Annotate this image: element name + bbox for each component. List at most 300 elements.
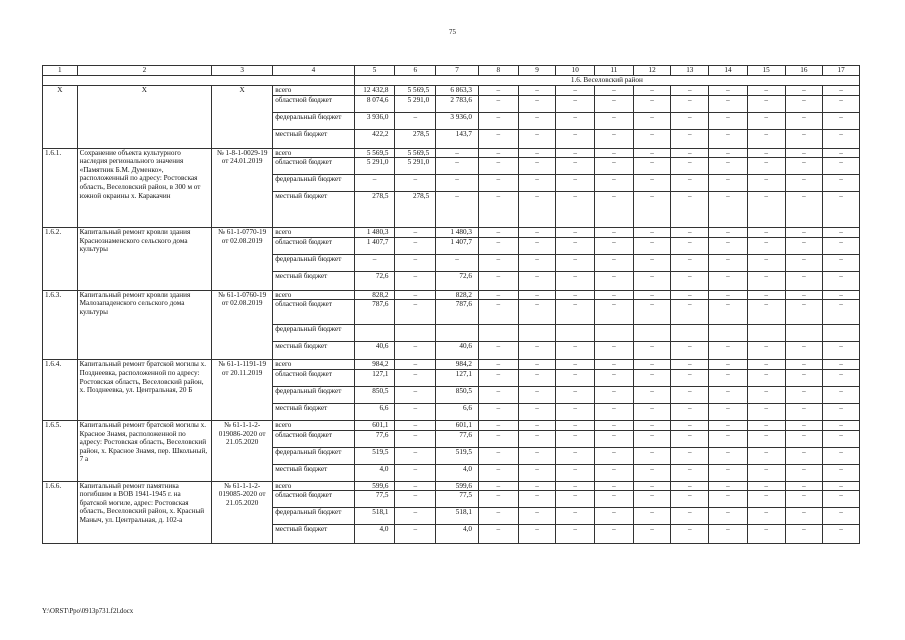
- value-empty: –: [671, 175, 709, 192]
- footer-file-path: Y:\ORST\Ppo\0913p731.f2l.docx: [42, 608, 134, 615]
- value-empty: –: [785, 369, 823, 386]
- value-empty: –: [478, 464, 518, 481]
- value-empty: [671, 325, 709, 342]
- value-empty: [478, 325, 518, 342]
- value-empty: –: [747, 464, 785, 481]
- value-empty: –: [785, 464, 823, 481]
- value-empty: –: [823, 300, 860, 325]
- value-empty: [823, 325, 860, 342]
- value-empty: –: [823, 237, 860, 254]
- value-empty: –: [478, 95, 518, 112]
- value-empty: [709, 325, 748, 342]
- value-empty: –: [671, 112, 709, 129]
- value-empty: –: [785, 525, 823, 544]
- item-document: Х: [212, 86, 273, 149]
- value-empty: –: [671, 420, 709, 430]
- value-empty: –: [823, 508, 860, 525]
- table-row: [43, 290, 860, 300]
- column-header: 6: [395, 66, 436, 76]
- value-empty: –: [518, 300, 556, 325]
- value-v5: 787,6: [354, 300, 395, 325]
- value-empty: –: [823, 360, 860, 370]
- value-empty: –: [478, 175, 518, 192]
- value-empty: –: [785, 386, 823, 403]
- section-spacer: [43, 76, 355, 86]
- item-document: № 61-1-0760-19 от 02.08.2019: [212, 290, 273, 360]
- value-empty: –: [785, 420, 823, 430]
- value-empty: –: [709, 254, 748, 271]
- value-empty: –: [709, 271, 748, 290]
- column-header: 4: [273, 66, 354, 76]
- value-empty: –: [595, 508, 634, 525]
- value-v6: –: [395, 228, 436, 238]
- value-v5: 599,6: [354, 481, 395, 491]
- value-v6: 278,5: [395, 192, 436, 228]
- item-document: № 1-8-1-0029-19 от 24.01.2019: [212, 148, 273, 228]
- page-number: 75: [449, 28, 456, 36]
- value-empty: –: [709, 481, 748, 491]
- item-number: 1.6.4.: [43, 360, 78, 421]
- value-empty: –: [518, 525, 556, 544]
- value-v6: –: [395, 430, 436, 447]
- funding-source: областной бюджет: [273, 369, 354, 386]
- value-v5: 4,0: [354, 525, 395, 544]
- value-empty: [518, 325, 556, 342]
- value-empty: [747, 325, 785, 342]
- value-empty: –: [823, 158, 860, 175]
- column-header: 11: [595, 66, 634, 76]
- value-empty: –: [671, 129, 709, 148]
- value-empty: –: [671, 369, 709, 386]
- value-v5: 518,1: [354, 508, 395, 525]
- value-empty: –: [595, 237, 634, 254]
- value-empty: –: [633, 129, 671, 148]
- value-v5: 5 291,0: [354, 158, 395, 175]
- column-header: 10: [556, 66, 595, 76]
- value-empty: [556, 325, 595, 342]
- value-empty: –: [747, 254, 785, 271]
- value-empty: –: [518, 447, 556, 464]
- value-v6: –: [395, 481, 436, 491]
- funding-source: федеральный бюджет: [273, 254, 354, 271]
- value-empty: –: [633, 290, 671, 300]
- value-empty: –: [785, 447, 823, 464]
- funding-source: федеральный бюджет: [273, 508, 354, 525]
- value-v5: 6,6: [354, 403, 395, 420]
- value-empty: –: [785, 290, 823, 300]
- value-empty: –: [671, 271, 709, 290]
- value-empty: –: [556, 481, 595, 491]
- value-v6: –: [395, 290, 436, 300]
- value-empty: –: [556, 386, 595, 403]
- value-empty: –: [709, 300, 748, 325]
- value-empty: –: [823, 491, 860, 508]
- value-empty: –: [556, 192, 595, 228]
- value-empty: –: [747, 228, 785, 238]
- funding-source: всего: [273, 481, 354, 491]
- value-empty: –: [556, 525, 595, 544]
- funding-source: местный бюджет: [273, 342, 354, 360]
- value-empty: –: [478, 369, 518, 386]
- value-v6: 5 291,0: [395, 158, 436, 175]
- value-empty: –: [556, 86, 595, 96]
- value-empty: –: [709, 525, 748, 544]
- value-empty: –: [823, 175, 860, 192]
- item-name: Х: [77, 86, 211, 149]
- funding-source: местный бюджет: [273, 464, 354, 481]
- value-empty: –: [478, 508, 518, 525]
- value-v6: –: [395, 403, 436, 420]
- value-v6: –: [395, 508, 436, 525]
- value-empty: –: [478, 481, 518, 491]
- item-number: 1.6.6.: [43, 481, 78, 544]
- value-v5: 601,1: [354, 420, 395, 430]
- value-v7: 127,1: [436, 369, 479, 386]
- value-v7: 2 783,6: [436, 95, 479, 112]
- value-empty: –: [478, 420, 518, 430]
- value-v7: 601,1: [436, 420, 479, 430]
- value-empty: –: [671, 95, 709, 112]
- value-empty: –: [671, 508, 709, 525]
- value-v5: 422,2: [354, 129, 395, 148]
- value-empty: –: [518, 403, 556, 420]
- value-v5: 77,5: [354, 491, 395, 508]
- value-v7: 3 936,0: [436, 112, 479, 129]
- value-empty: –: [823, 481, 860, 491]
- item-number: 1.6.3.: [43, 290, 78, 360]
- value-empty: –: [556, 148, 595, 158]
- value-empty: –: [747, 386, 785, 403]
- funding-source: всего: [273, 228, 354, 238]
- value-v7: 6 863,3: [436, 86, 479, 96]
- value-empty: –: [823, 254, 860, 271]
- value-empty: –: [671, 148, 709, 158]
- value-v7: 984,2: [436, 360, 479, 370]
- value-empty: –: [556, 342, 595, 360]
- value-v6: –: [395, 237, 436, 254]
- value-empty: –: [633, 254, 671, 271]
- value-empty: –: [518, 369, 556, 386]
- value-empty: –: [478, 290, 518, 300]
- item-document: № 61-1-1-2-019086-2020 от 21.05.2020: [212, 420, 273, 481]
- value-empty: –: [671, 342, 709, 360]
- table-row: [43, 228, 860, 238]
- value-empty: –: [785, 254, 823, 271]
- column-header: 1: [43, 66, 78, 76]
- value-v7: –: [436, 192, 479, 228]
- value-v5: [354, 325, 395, 342]
- value-empty: –: [671, 300, 709, 325]
- funding-source: областной бюджет: [273, 491, 354, 508]
- value-v5: 3 936,0: [354, 112, 395, 129]
- value-empty: –: [518, 342, 556, 360]
- value-empty: –: [823, 129, 860, 148]
- funding-source: федеральный бюджет: [273, 112, 354, 129]
- table-row: [43, 360, 860, 370]
- value-empty: –: [595, 369, 634, 386]
- value-empty: –: [823, 430, 860, 447]
- value-empty: –: [595, 491, 634, 508]
- column-header: 9: [518, 66, 556, 76]
- value-empty: –: [518, 360, 556, 370]
- funding-source: всего: [273, 360, 354, 370]
- value-empty: –: [518, 420, 556, 430]
- value-empty: –: [709, 403, 748, 420]
- value-empty: –: [785, 228, 823, 238]
- column-header: 8: [478, 66, 518, 76]
- value-empty: –: [595, 192, 634, 228]
- value-empty: –: [709, 228, 748, 238]
- value-empty: –: [478, 192, 518, 228]
- value-empty: –: [633, 447, 671, 464]
- value-v5: 850,5: [354, 386, 395, 403]
- value-empty: –: [747, 175, 785, 192]
- value-empty: –: [709, 447, 748, 464]
- value-v5: 984,2: [354, 360, 395, 370]
- value-empty: –: [785, 271, 823, 290]
- value-empty: [785, 325, 823, 342]
- value-empty: –: [518, 175, 556, 192]
- value-empty: –: [785, 237, 823, 254]
- value-empty: –: [595, 447, 634, 464]
- value-v5: 278,5: [354, 192, 395, 228]
- value-empty: –: [747, 112, 785, 129]
- value-empty: –: [709, 237, 748, 254]
- value-empty: –: [823, 369, 860, 386]
- value-empty: –: [633, 86, 671, 96]
- value-empty: –: [518, 192, 556, 228]
- value-empty: –: [518, 508, 556, 525]
- value-empty: –: [478, 525, 518, 544]
- funding-source: местный бюджет: [273, 403, 354, 420]
- funding-source: всего: [273, 148, 354, 158]
- column-header: 15: [747, 66, 785, 76]
- value-v7: 1 480,3: [436, 228, 479, 238]
- section-title: 1.6. Веселовский район: [354, 76, 859, 86]
- column-header: 13: [671, 66, 709, 76]
- value-empty: –: [518, 86, 556, 96]
- value-empty: –: [595, 175, 634, 192]
- value-empty: –: [747, 129, 785, 148]
- value-empty: –: [823, 95, 860, 112]
- section-row: [43, 76, 860, 86]
- value-empty: –: [747, 525, 785, 544]
- value-empty: –: [518, 290, 556, 300]
- value-empty: –: [518, 254, 556, 271]
- value-empty: –: [595, 148, 634, 158]
- value-empty: –: [785, 148, 823, 158]
- value-empty: –: [478, 360, 518, 370]
- value-empty: –: [478, 148, 518, 158]
- value-empty: –: [671, 430, 709, 447]
- value-v6: 5 569,5: [395, 148, 436, 158]
- value-empty: –: [633, 525, 671, 544]
- item-name: Сохранение объекта культурного наследия регионального значения «Памятник Б.М. Думенко», расположенный по адресу: Ростовская область, Веселовский район, в 300 м от южной окраины х. Каракачин: [77, 148, 211, 228]
- value-empty: –: [556, 464, 595, 481]
- value-empty: –: [823, 192, 860, 228]
- value-empty: –: [556, 290, 595, 300]
- value-empty: –: [785, 508, 823, 525]
- value-empty: –: [671, 158, 709, 175]
- value-empty: –: [595, 481, 634, 491]
- value-v6: –: [395, 491, 436, 508]
- value-v7: –: [436, 254, 479, 271]
- value-empty: –: [785, 129, 823, 148]
- value-empty: –: [633, 369, 671, 386]
- value-v7: 1 407,7: [436, 237, 479, 254]
- value-empty: –: [595, 342, 634, 360]
- value-v6: –: [395, 386, 436, 403]
- value-empty: –: [478, 112, 518, 129]
- value-empty: –: [823, 447, 860, 464]
- value-empty: –: [556, 112, 595, 129]
- value-empty: –: [747, 300, 785, 325]
- value-v5: 127,1: [354, 369, 395, 386]
- value-empty: –: [747, 148, 785, 158]
- item-document: № 61-1-1-2-019085-2020 от 21.05.2020: [212, 481, 273, 544]
- value-empty: –: [823, 112, 860, 129]
- value-empty: –: [747, 403, 785, 420]
- value-empty: –: [633, 491, 671, 508]
- value-v5: 519,5: [354, 447, 395, 464]
- value-v6: 5 569,5: [395, 86, 436, 96]
- value-v6: –: [395, 360, 436, 370]
- funding-source: федеральный бюджет: [273, 447, 354, 464]
- value-empty: –: [747, 290, 785, 300]
- item-number: 1.6.2.: [43, 228, 78, 291]
- column-header: 17: [823, 66, 860, 76]
- item-name: Капитальный ремонт братской могилы х. Позднеевка, расположенной по адресу: Ростовская область, Веселовский район, х. Позднеевка, ул. Центральная, 20 Б: [77, 360, 211, 421]
- value-empty: –: [747, 158, 785, 175]
- value-empty: –: [556, 254, 595, 271]
- table-row: [43, 481, 860, 491]
- value-empty: –: [709, 158, 748, 175]
- value-empty: –: [709, 420, 748, 430]
- value-empty: –: [785, 342, 823, 360]
- value-empty: –: [478, 386, 518, 403]
- value-empty: –: [671, 525, 709, 544]
- value-empty: –: [595, 228, 634, 238]
- value-empty: –: [747, 447, 785, 464]
- value-empty: –: [518, 112, 556, 129]
- value-empty: –: [633, 386, 671, 403]
- value-v5: 8 074,6: [354, 95, 395, 112]
- value-empty: –: [556, 420, 595, 430]
- funding-source: всего: [273, 420, 354, 430]
- value-empty: –: [556, 430, 595, 447]
- value-empty: –: [633, 430, 671, 447]
- value-v7: 77,6: [436, 430, 479, 447]
- value-empty: –: [747, 360, 785, 370]
- value-empty: –: [478, 228, 518, 238]
- value-empty: –: [478, 271, 518, 290]
- table-row: [43, 420, 860, 430]
- value-v6: –: [395, 300, 436, 325]
- column-header: 14: [709, 66, 748, 76]
- value-empty: –: [595, 403, 634, 420]
- funding-source: федеральный бюджет: [273, 175, 354, 192]
- value-v7: 72,6: [436, 271, 479, 290]
- column-header: 3: [212, 66, 273, 76]
- value-empty: –: [633, 403, 671, 420]
- value-empty: –: [709, 290, 748, 300]
- value-empty: –: [556, 300, 595, 325]
- value-v7: –: [436, 148, 479, 158]
- value-empty: –: [518, 148, 556, 158]
- value-v6: –: [395, 464, 436, 481]
- value-v6: –: [395, 420, 436, 430]
- value-empty: –: [633, 300, 671, 325]
- value-empty: –: [709, 342, 748, 360]
- value-empty: –: [518, 237, 556, 254]
- funding-source: областной бюджет: [273, 158, 354, 175]
- value-empty: –: [785, 481, 823, 491]
- value-empty: –: [785, 86, 823, 96]
- value-empty: –: [709, 148, 748, 158]
- value-empty: –: [785, 360, 823, 370]
- value-empty: –: [747, 420, 785, 430]
- value-empty: –: [823, 420, 860, 430]
- value-v7: 518,1: [436, 508, 479, 525]
- value-empty: –: [633, 481, 671, 491]
- value-empty: –: [633, 158, 671, 175]
- value-empty: –: [633, 360, 671, 370]
- value-empty: –: [671, 481, 709, 491]
- value-empty: –: [518, 158, 556, 175]
- value-empty: –: [556, 491, 595, 508]
- value-empty: –: [478, 300, 518, 325]
- value-v7: 787,6: [436, 300, 479, 325]
- value-empty: –: [823, 148, 860, 158]
- item-document: № 61-1-1191-19 от 20.11.2019: [212, 360, 273, 421]
- value-empty: –: [823, 290, 860, 300]
- funding-source: областной бюджет: [273, 95, 354, 112]
- value-empty: –: [709, 175, 748, 192]
- value-empty: –: [785, 95, 823, 112]
- value-empty: –: [633, 508, 671, 525]
- value-v6: –: [395, 112, 436, 129]
- value-empty: –: [747, 192, 785, 228]
- value-empty: –: [518, 430, 556, 447]
- value-empty: [595, 325, 634, 342]
- funding-source: всего: [273, 86, 354, 96]
- value-empty: –: [785, 192, 823, 228]
- value-empty: –: [478, 447, 518, 464]
- value-empty: –: [671, 491, 709, 508]
- value-v5: 77,6: [354, 430, 395, 447]
- value-empty: –: [478, 254, 518, 271]
- value-v7: –: [436, 158, 479, 175]
- value-empty: –: [823, 86, 860, 96]
- value-empty: –: [671, 86, 709, 96]
- value-empty: –: [633, 464, 671, 481]
- value-v5: –: [354, 175, 395, 192]
- value-empty: –: [785, 403, 823, 420]
- value-v5: 72,6: [354, 271, 395, 290]
- value-empty: –: [556, 228, 595, 238]
- value-empty: –: [518, 386, 556, 403]
- value-empty: –: [671, 360, 709, 370]
- item-name: Капитальный ремонт кровли здания Краснознаменского сельского дома культуры: [77, 228, 211, 291]
- value-empty: –: [747, 508, 785, 525]
- value-empty: –: [595, 290, 634, 300]
- value-empty: –: [518, 95, 556, 112]
- value-empty: –: [747, 237, 785, 254]
- value-empty: –: [595, 525, 634, 544]
- value-empty: –: [709, 129, 748, 148]
- value-v6: 5 291,0: [395, 95, 436, 112]
- value-empty: –: [747, 271, 785, 290]
